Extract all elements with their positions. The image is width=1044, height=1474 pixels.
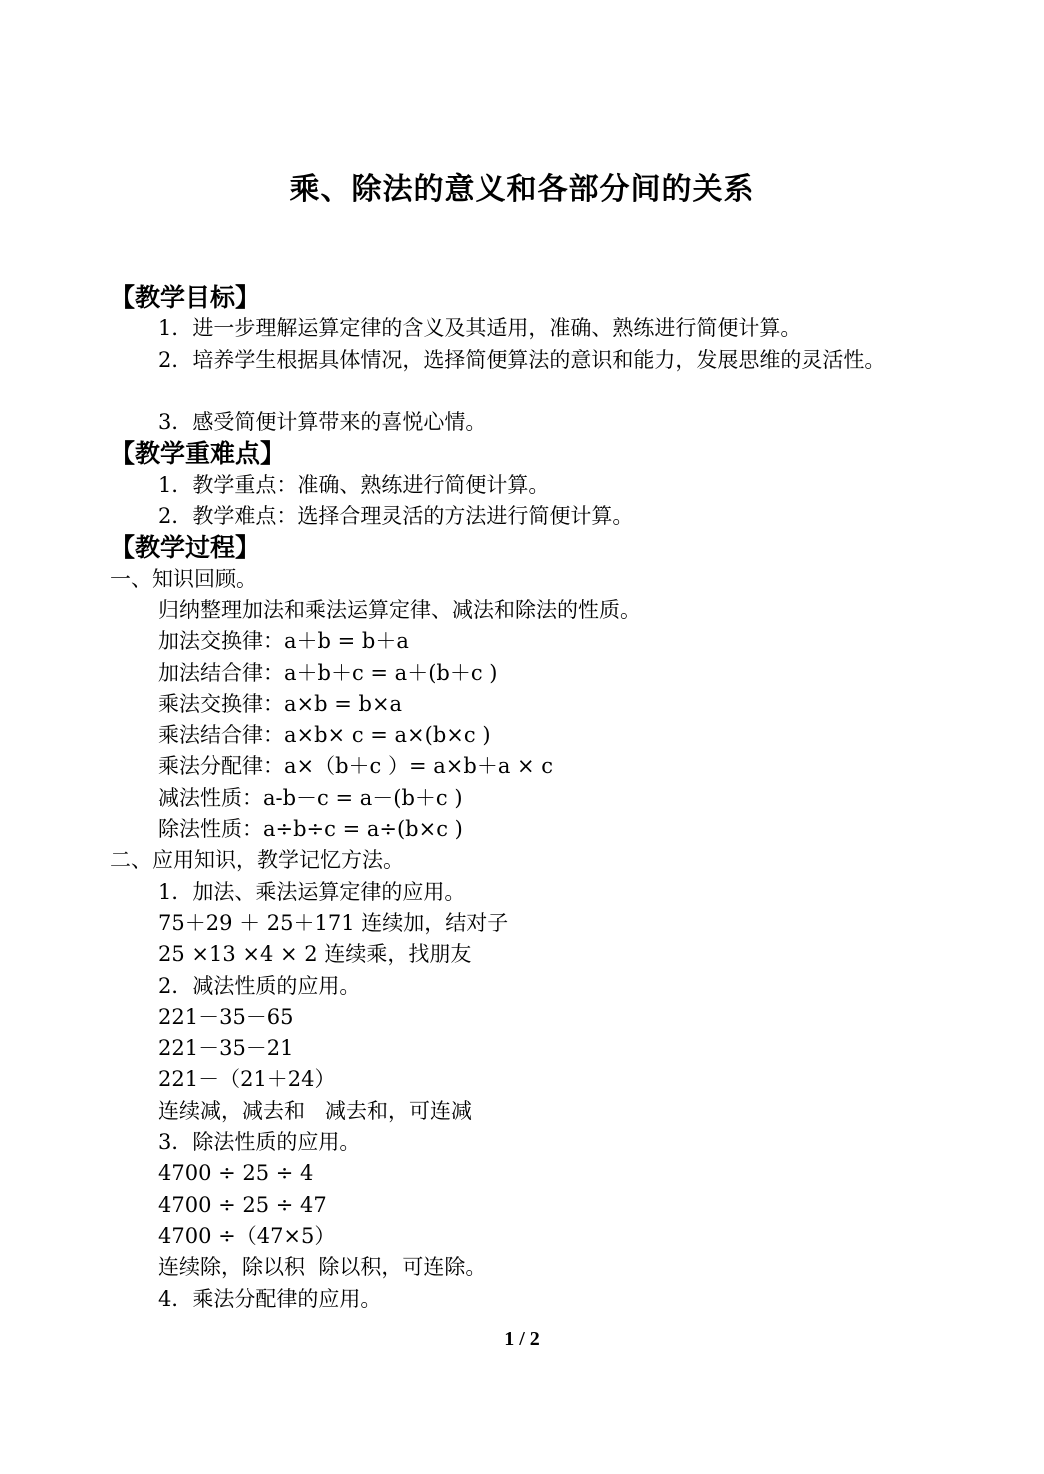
goal-item: 2．培养学生根据具体情况，选择简便算法的意识和能力，发展思维的灵活性。 xyxy=(158,347,886,372)
application-title: 4．乘法分配律的应用。 xyxy=(158,1286,382,1311)
page-number: 1 / 2 xyxy=(504,1328,540,1350)
law-line: 乘法分配律：a×（b＋c ）= a×b＋a × c xyxy=(158,754,554,779)
application-example: 4700 ÷ 25 ÷ 47 xyxy=(158,1192,327,1217)
application-example: 4700 ÷（47×5） xyxy=(158,1223,336,1248)
application-note: 连续减，减去和 减去和，可连减 xyxy=(158,1098,473,1123)
application-title: 1．加法、乘法运算定律的应用。 xyxy=(158,879,466,904)
goal-item: 3．感受简便计算带来的喜悦心情。 xyxy=(158,410,487,435)
law-line: 乘法结合律：a×b× c = a×(b×c ) xyxy=(158,723,491,748)
application-example: 4700 ÷ 25 ÷ 4 xyxy=(158,1161,314,1186)
page-title: 乘、除法的意义和各部分间的关系 xyxy=(289,172,755,207)
part1-intro: 归纳整理加法和乘法运算定律、减法和除法的性质。 xyxy=(158,597,641,622)
keypoint-item: 1．教学重点：准确、熟练进行简便计算。 xyxy=(158,472,550,497)
application-title: 3．除法性质的应用。 xyxy=(158,1130,361,1155)
part2-title: 二、应用知识，教学记忆方法。 xyxy=(110,848,404,873)
application-example: 221－35－65 xyxy=(158,1004,294,1029)
law-line: 减法性质：a-b－c = a－(b＋c ) xyxy=(158,785,463,810)
application-example: 221－（21＋24） xyxy=(158,1067,336,1092)
law-line: 乘法交换律：a×b = b×a xyxy=(158,691,403,716)
document-body xyxy=(110,282,940,1315)
application-example: 221－35－21 xyxy=(158,1036,294,1061)
process-heading: 【教学过程】 xyxy=(110,533,261,563)
part1-title: 一、知识回顾。 xyxy=(110,566,257,591)
keypoints-heading: 【教学重难点】 xyxy=(110,439,286,469)
law-line: 除法性质：a÷b÷c = a÷(b×c ) xyxy=(158,817,463,842)
law-line: 加法交换律：a＋b = b＋a xyxy=(158,629,409,654)
goals-heading: 【教学目标】 xyxy=(110,283,261,312)
application-example: 25 ×13 ×4 × 2 连续乘，找朋友 xyxy=(158,942,472,967)
application-note: 连续除，除以积 除以积，可连除。 xyxy=(158,1255,487,1280)
law-line: 加法结合律：a＋b＋c = a＋(b＋c ) xyxy=(158,660,498,685)
application-title: 2．减法性质的应用。 xyxy=(158,973,361,998)
keypoint-item: 2．教学难点：选择合理灵活的方法进行简便计算。 xyxy=(158,504,634,529)
application-example: 75＋29 ＋ 25＋171 连续加，结对子 xyxy=(158,910,509,935)
goal-item: 1．进一步理解运算定律的含义及其适用，准确、熟练进行简便计算。 xyxy=(158,316,802,341)
